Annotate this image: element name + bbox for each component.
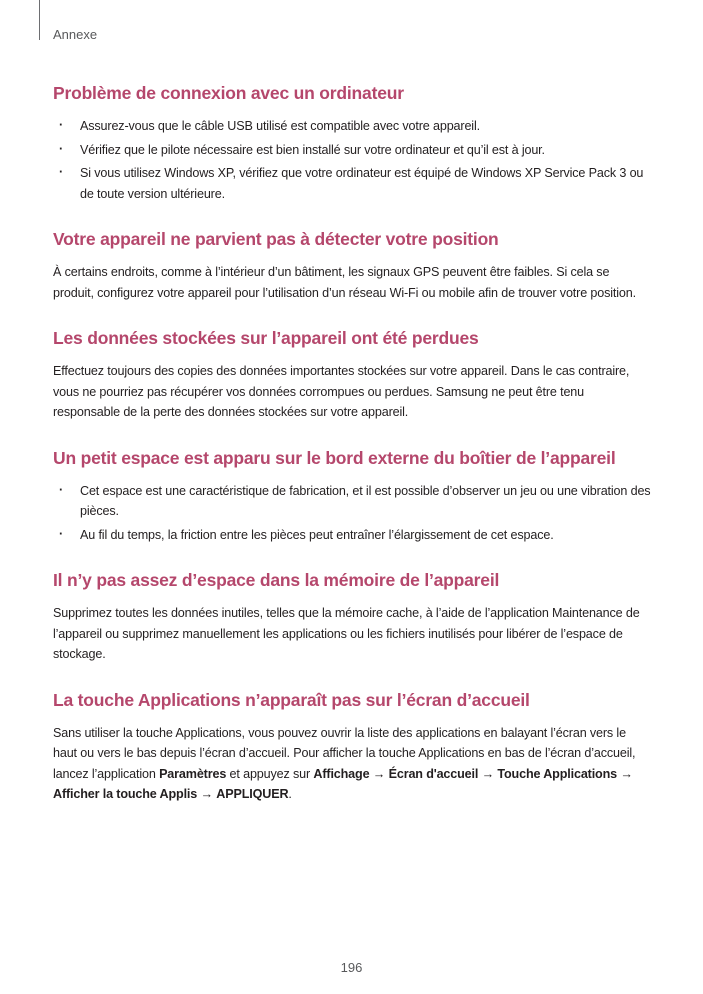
- section-storage: [53, 567, 653, 665]
- bullet-list: [53, 481, 653, 546]
- section-heading: Il n’y pas assez d’espace dans la mémoire de l’appareil: [53, 570, 500, 590]
- list-item: · Si vous utilisez Windows XP, vérifiez que votre ordinateur est équipé de Windows XP Service Pack 3 ou de toute version ultérieure.: [53, 163, 653, 204]
- section-apps-key: [53, 687, 653, 805]
- menu-path-home-screen: Écran d'accueil: [388, 766, 479, 781]
- list-item: · Assurez-vous que le câble USB utilisé est compatible avec votre appareil.: [53, 116, 653, 137]
- document-body: [53, 80, 653, 827]
- section-heading: Problème de connexion avec un ordinateur: [53, 83, 404, 103]
- menu-path-apply: APPLIQUER: [216, 787, 289, 801]
- section-heading: Votre appareil ne parvient pas à détecter votre position: [53, 229, 499, 249]
- section-heading: Un petit espace est apparu sur le bord externe du boîtier de l’appareil: [53, 447, 616, 468]
- page-number: 196: [340, 960, 363, 975]
- paragraph: Supprimez toutes les données inutiles, telles que la mémoire cache, à l’aide de l’application Maintenance de l’appareil ou supprimez manuellement les applications ou les fichiers inutilisés pour libérer de l’espace de stockage.: [53, 606, 640, 661]
- menu-path-settings: Paramètres: [159, 766, 227, 781]
- section-heading: La touche Applications n’apparaît pas sur l’écran d’accueil: [53, 689, 530, 710]
- list-item: · Au fil du temps, la friction entre les pièces peut entraîner l’élargissement de cet espace.: [53, 525, 653, 546]
- text-run: Sans utiliser la touche Applications, vous pouvez ouvrir la liste des applications en balayant l’écran vers le haut ou vers le bas depuis l’écran d’accueil. Pour afficher la touche Applications en bas de l’écran d’accueil, lancez l’application: [53, 725, 636, 781]
- paragraph: Effectuez toujours des copies des données importantes stockées sur votre appareil. Dans le cas contraire, vous ne pourriez pas récupérer vos données corrompues ou perdues. Samsung ne peut être tenu responsable de la perte des données stockées sur votre appareil.: [53, 364, 630, 419]
- menu-path-show-apps-button: Afficher la touche Applis: [53, 787, 198, 801]
- margin-rule: [39, 0, 40, 40]
- section-data-lost: [53, 325, 653, 423]
- text-run: .: [288, 787, 292, 801]
- text-run: et appuyez sur: [226, 766, 314, 781]
- section-gap-case: [53, 445, 653, 546]
- list-item: · Vérifiez que le pilote nécessaire est bien installé sur votre ordinateur et qu’il est à jour.: [53, 140, 653, 161]
- arrow-separator: →: [197, 787, 217, 801]
- menu-path-apps-button: Touche Applications: [497, 766, 618, 781]
- section-location: [53, 226, 653, 303]
- arrow-separator: →: [369, 766, 389, 781]
- arrow-separator: →: [478, 766, 498, 781]
- arrow-separator: →: [617, 766, 633, 781]
- menu-path-display: Affichage: [313, 766, 370, 781]
- bullet-list: [53, 116, 653, 204]
- running-header: Annexe: [53, 27, 98, 42]
- section-computer-connection: [53, 80, 653, 204]
- paragraph: [53, 723, 653, 805]
- section-heading: Les données stockées sur l’appareil ont été perdues: [53, 328, 479, 348]
- paragraph: À certains endroits, comme à l’intérieur d’un bâtiment, les signaux GPS peuvent être faibles. Si cela se produit, configurez votre appareil pour l’utilisation d’un réseau Wi-Fi ou mobile afin de trouver votre position.: [53, 265, 636, 300]
- list-item: · Cet espace est une caractéristique de fabrication, et il est possible d’observer un jeu ou une vibration des pièces.: [53, 481, 653, 522]
